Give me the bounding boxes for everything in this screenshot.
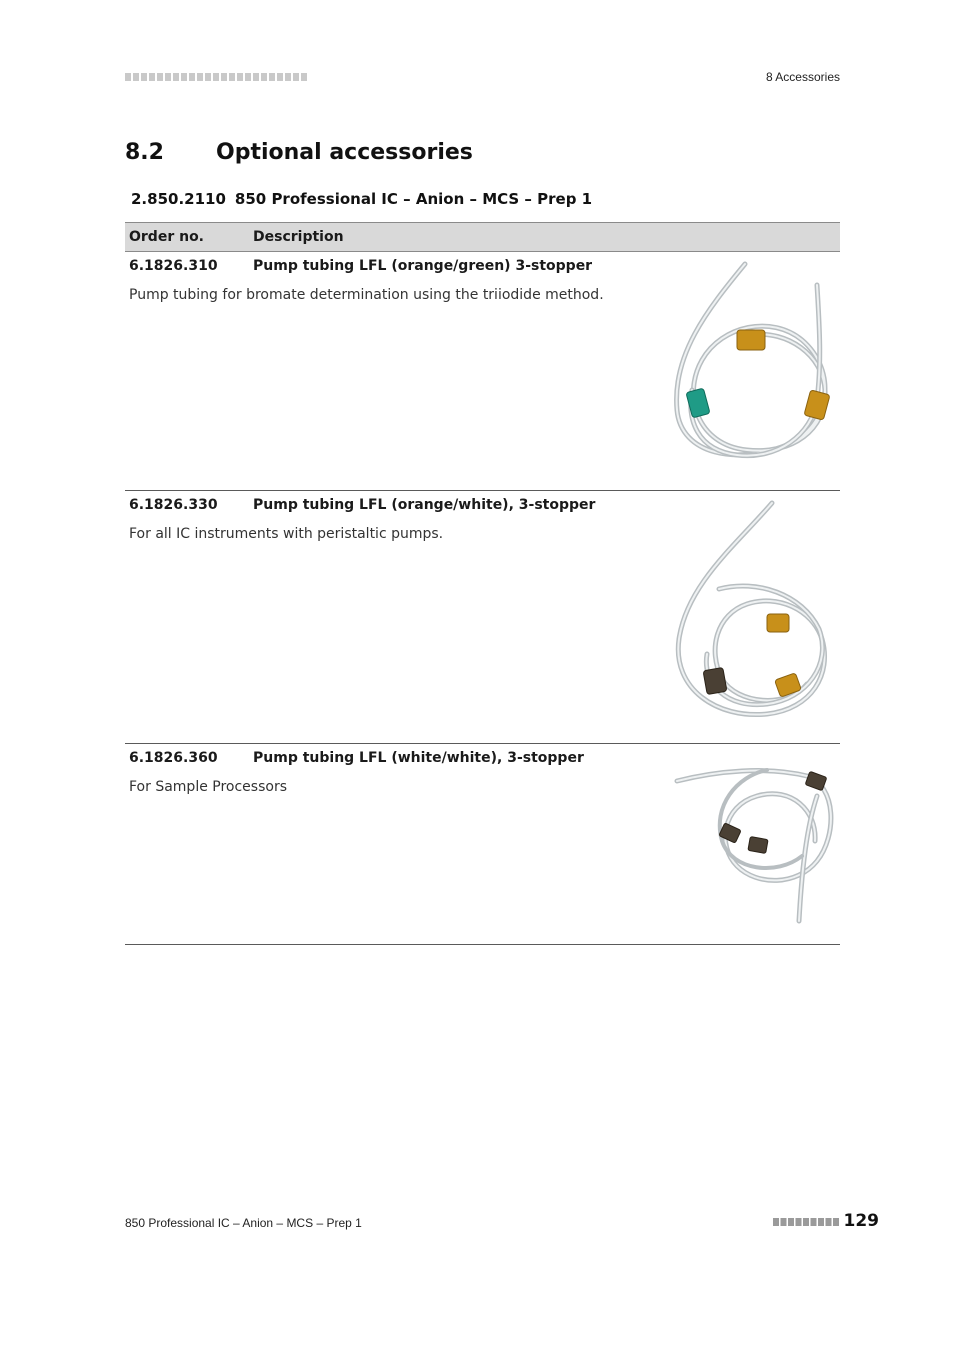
white-stopper xyxy=(703,667,727,694)
section-number: 8.2 xyxy=(125,140,164,165)
table-row xyxy=(125,491,840,744)
pump-tubing-orange-white-image xyxy=(667,499,837,724)
pump-tubing-orange-green-image xyxy=(667,260,837,475)
footer-decoration xyxy=(773,1218,839,1226)
orange-stopper xyxy=(804,390,830,420)
white-stopper xyxy=(748,837,768,854)
table-row xyxy=(125,744,840,945)
section-heading xyxy=(125,140,473,165)
item-description: For Sample Processors xyxy=(129,779,287,795)
item-name: Pump tubing LFL (white/white), 3-stopper xyxy=(253,750,584,766)
order-number: 6.1826.310 xyxy=(129,258,218,274)
pump-tubing-white-white-image xyxy=(667,756,842,928)
kit-name: 850 Professional IC – Anion – MCS – Prep 1 xyxy=(234,190,593,208)
item-name: Pump tubing LFL (orange/green) 3-stopper xyxy=(253,258,593,274)
item-name: Pump tubing LFL (orange/white), 3-stopper xyxy=(253,497,596,513)
table-header xyxy=(125,222,840,252)
order-number: 6.1826.330 xyxy=(129,497,218,513)
header-decoration xyxy=(125,73,307,81)
running-header-chapter: 8 Accessories xyxy=(765,70,840,84)
orange-stopper xyxy=(737,330,765,350)
column-header-order: Order no. xyxy=(129,229,205,245)
orange-stopper xyxy=(767,614,789,632)
order-number: 6.1826.360 xyxy=(129,750,218,766)
kit-heading xyxy=(131,190,592,208)
kit-code: 2.850.2110 xyxy=(131,190,226,208)
column-header-description: Description xyxy=(253,229,344,245)
white-stopper xyxy=(805,771,827,790)
table-row xyxy=(125,252,840,491)
section-title: Optional accessories xyxy=(216,140,473,165)
item-description: Pump tubing for bromate determination using the triiodide method. xyxy=(129,287,604,303)
footer-document-title: 850 Professional IC – Anion – MCS – Prep 1 xyxy=(125,1216,362,1230)
page-number: 129 xyxy=(843,1211,879,1231)
item-description: For all IC instruments with peristaltic pumps. xyxy=(129,526,444,542)
